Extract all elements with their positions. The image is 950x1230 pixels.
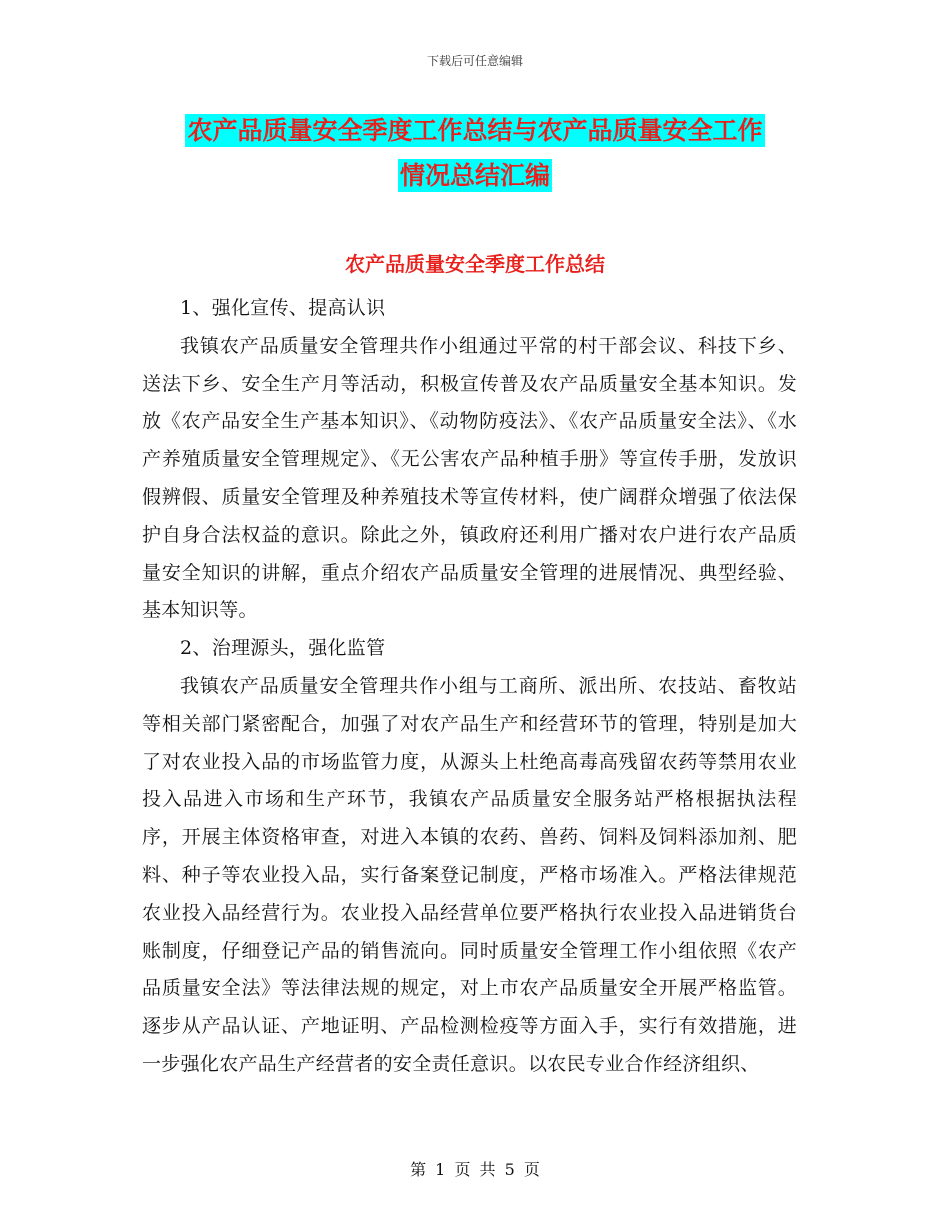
page-number-footer: 第 1 页 共 5 页 bbox=[410, 1160, 540, 1179]
section-title: 农产品质量安全季度工作总结 bbox=[345, 252, 605, 276]
heading-item-2: 2、治理源头，强化监管 bbox=[180, 637, 386, 660]
document-title-line1: 农产品质量安全季度工作总结与农产品质量安全工作 bbox=[187, 116, 763, 145]
document-body bbox=[142, 290, 797, 1084]
paragraph-2: 我镇农产品质量安全管理共作小组与工商所、派出所、农技站、畜牧站等相关部门紧密配合，加强了对农产品生产和经营环节的管理，特别是加大了对农业投入品的市场监管力度，从源头上杜绝高毒高残留农药等禁用农业投入品进入市场和生产环节，我镇农产品质量安全服务站严格根据执法程序，开展主体资格审查，对进入本镇的农药、兽药、饲料及饲料添加剂、肥料、种子等农业投入品，实行备案登记制度，严格市场准入。严格法律规范农业投入品经营行为。农业投入品经营单位要严格执行农业投入品进销货台账制度，仔细登记产品的销售流向。同时质量安全管理工作小组依照《农产品质量安全法》等法律法规的规定，对上市农产品质量安全开展严格监管。逐步从产品认证、产地证明、产品检测检疫等方面入手，实行有效措施，进一步强化农产品生产经营者的安全责任意识。以农民专业合作经济组织、 bbox=[142, 674, 797, 1075]
document-title bbox=[140, 108, 810, 198]
document-title-line2: 情况总结汇编 bbox=[399, 161, 550, 190]
page-header-note: 下载后可任意编辑 bbox=[426, 54, 523, 68]
heading-item-1: 1、强化宣传、提高认识 bbox=[180, 297, 386, 319]
paragraph-1: 我镇农产品质量安全管理共作小组通过平常的村干部会议、科技下乡、送法下乡、安全生产月等活动，积极宣传普及农产品质量安全基本知识。发放《农产品安全生产基本知识》、《动物防疫法》、《农产品质量安全法》、《水产养殖质量安全管理规定》、《无公害农产品种植手册》等宣传手册，发放识假辨假、质量安全管理及种养殖技术等宣传材料，使广阔群众增强了依法保护自身合法权益的意识。除此之外，镇政府还利用广播对农户进行农产品质量安全知识的讲解，重点介绍农产品质量安全管理的进展情况、典型经验、基本知识等。 bbox=[142, 334, 797, 622]
